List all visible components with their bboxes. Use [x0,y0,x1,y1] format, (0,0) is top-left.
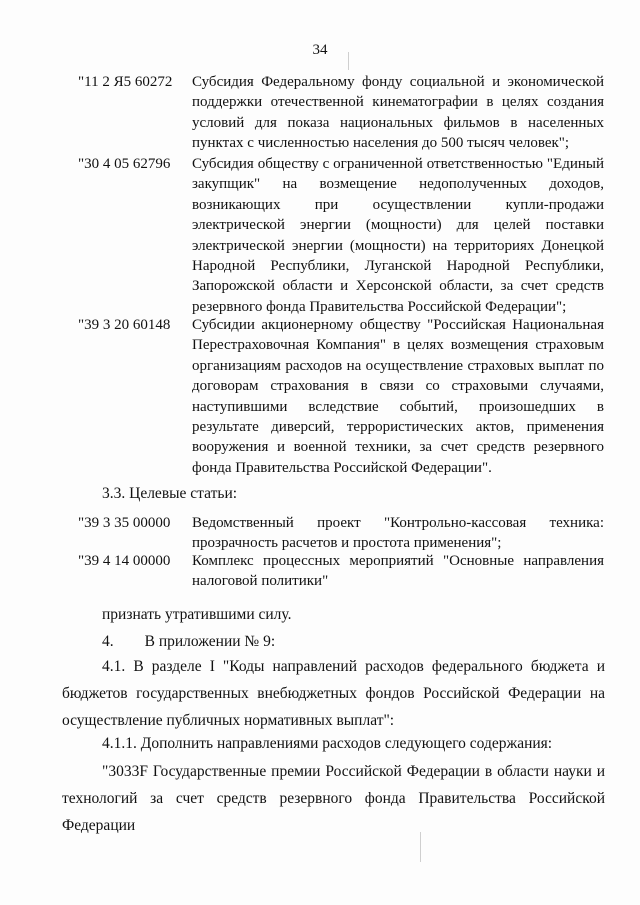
expense-description: Субсидии акционерному обществу "Российская Национальная Перестраховочная Компания" в целях возмещения страховым организациям расходов на осуществление страховых выплат по договорам страхования в связи со страховыми случаями, наступившими вследствие событий, произошедших в результате диверсий, террористических актов, применения вооружения и военной техники, за счет средств резервного фонда Правительства Российской Федерации". [192,317,604,476]
item-4-heading: 4. В приложении № 9: [102,633,276,650]
expense-direction-entry [78,72,604,154]
expense-code: "30 4 05 62796 [78,156,171,172]
target-code: "39 3 35 00000 [78,515,171,531]
expense-code: "39 3 20 60148 [78,317,171,333]
target-description: Комплекс процессных мероприятий "Основные направления налоговой политики" [192,553,604,590]
expense-direction-entry [78,315,604,476]
scan-artifact [420,832,421,862]
target-article-entry [78,513,604,555]
expense-direction-entry [78,154,604,316]
page-number: 34 [312,42,328,58]
item-4-1-1-paragraph: 4.1.1. Дополнить направлениями расходов следующего содержания: [102,735,553,752]
target-article-entry [78,551,604,593]
item-3033f-paragraph: "3033F Государственные премии Российской Федерации в области науки и технологий за счет средств резервного фонда Правительства Российской Федерации [62,763,605,834]
expense-description: Субсидия обществу с ограниченной ответственностью "Единый закупщик" на возмещение недополученных доходов, возникающих при осуществлении купли-продажи электрической энергии (мощности) для целей поставки электрической энергии (мощности) на территориях Донецкой Народной Республики, Луганской Народной Республики, Запорожской области и Херсонской области, за счет средств резервного фонда Правительства Российской Федерации"; [192,156,604,315]
target-code: "39 4 14 00000 [78,553,171,569]
target-description: Ведомственный проект "Контрольно-кассовая техника: прозрачность расчетов и простота применения"; [192,515,604,552]
item-4-1-paragraph: 4.1. В разделе I "Коды направлений расходов федерального бюджета и бюджетов государственных внебюджетных фондов Российской Федерации на осуществление публичных нормативных выплат": [62,658,605,729]
expense-description: Субсидия Федеральному фонду социальной и экономической поддержки отечественной кинематографии в целях создания условий для показа национальных фильмов в населенных пунктах с численностью населения до 500 тысяч человек"; [192,74,604,152]
expense-code: "11 2 Я5 60272 [78,74,173,90]
scan-artifact [348,52,349,70]
section-heading-3-3: 3.3. Целевые статьи: [102,485,238,502]
void-statement: признать утратившими силу. [102,606,292,623]
